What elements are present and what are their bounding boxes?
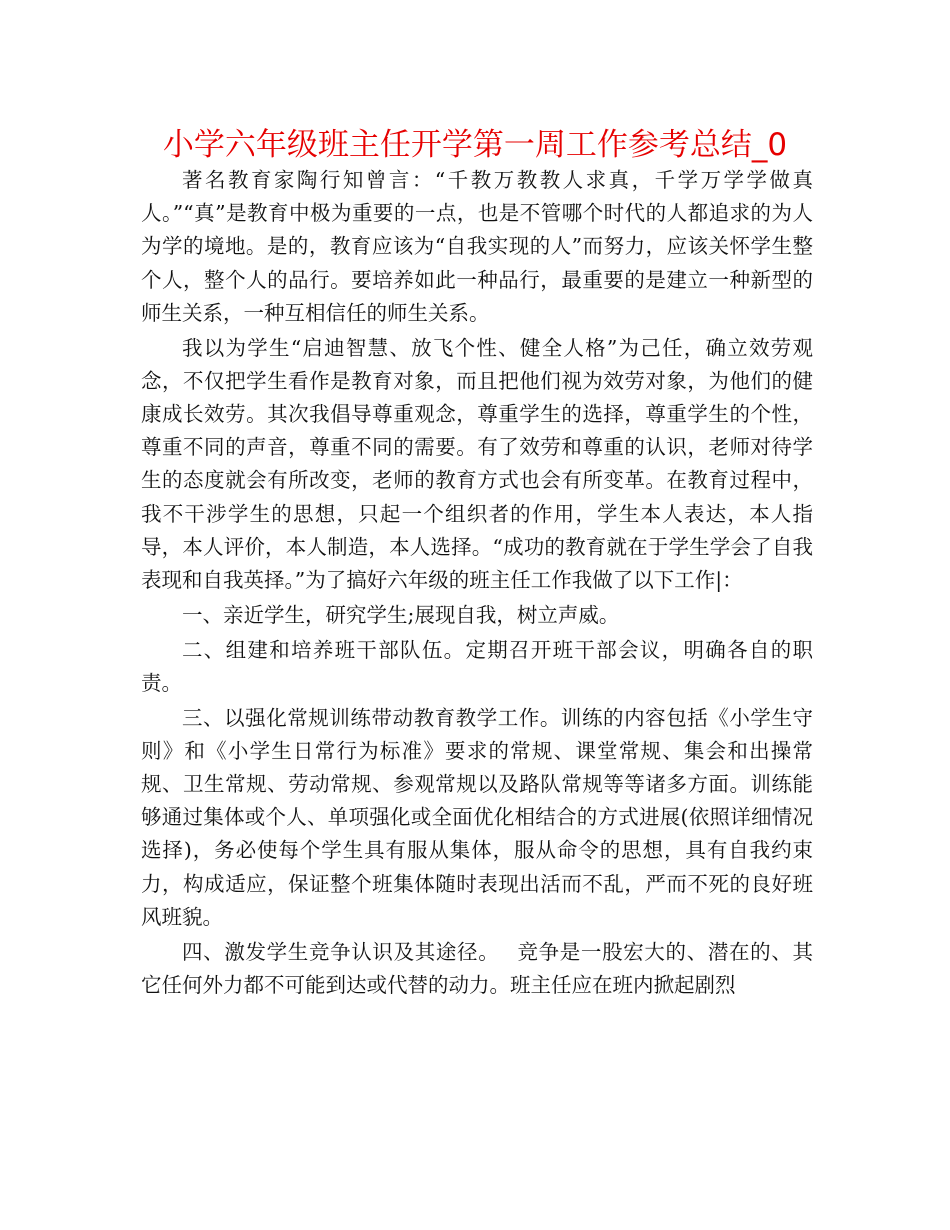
paragraph-5: 三、以强化常规训练带动教育教学工作。训练的内容包括《小学生守则》和《小学生日常行为标准》要求的常规、课堂常规、集会和出操常规、卫生常规、劳动常规、参观常规以及路队常规等等诸多方面。训练能够通过集体或个人、单项强化或全面优化相结合的方式进展(依照详细情况选择)，务必使每个学生具有服从集体，服从命令的思想，具有自我约束力，构成适应，保证整个班集体随时表现出活而不乱，严而不死的良好班风班貌。 [141, 705, 813, 929]
paragraph-6: 四、激发学生竞争认识及其途径。 竞争是一股宏大的、潜在的、其它任何外力都不可能到达或代替的动力。班主任应在班内掀起剧烈 [141, 939, 813, 997]
paragraph-1: 著名教育家陶行知曾言：“千教万教教人求真，千学万学学做真人。”“真”是教育中极为重要的一点，也是不管哪个时代的人都追求的为人为学的境地。是的，教育应该为“自我实现的人”而努力，应该关怀学生整个人，整个人的品行。要培养如此一种品行，最重要的是建立一种新型的师生关系，一种互相信任的师生关系。 [141, 168, 813, 325]
paragraph-3: 一、亲近学生，研究学生;展现自我，树立声威。 [182, 602, 620, 627]
paragraph-2: 我以为学生“启迪智慧、放飞个性、健全人格”为己任，确立效劳观念，不仅把学生看作是教育对象，而且把他们视为效劳对象，为他们的健康成长效劳。其次我倡导尊重观念，尊重学生的选择，尊重学生的个性，尊重不同的声音，尊重不同的需要。有了效劳和尊重的认识，老师对待学生的态度就会有所改变，老师的教育方式也会有所变革。在教育过程中，我不干涉学生的思想，只起一个组织者的作用，学生本人表达，本人指导，本人评价，本人制造，本人选择。“成功的教育就在于学生学会了自我表现和自我英择。”为了搞好六年级的班主任工作我做了以下工作|： [141, 335, 813, 593]
paragraph-4: 二、组建和培养班干部队伍。定期召开班干部会议，明确各自的职责。 [141, 637, 813, 695]
document-title: 小学六年级班主任开学第一周工作参考总结_0 [162, 127, 788, 163]
document-body [141, 164, 813, 1002]
